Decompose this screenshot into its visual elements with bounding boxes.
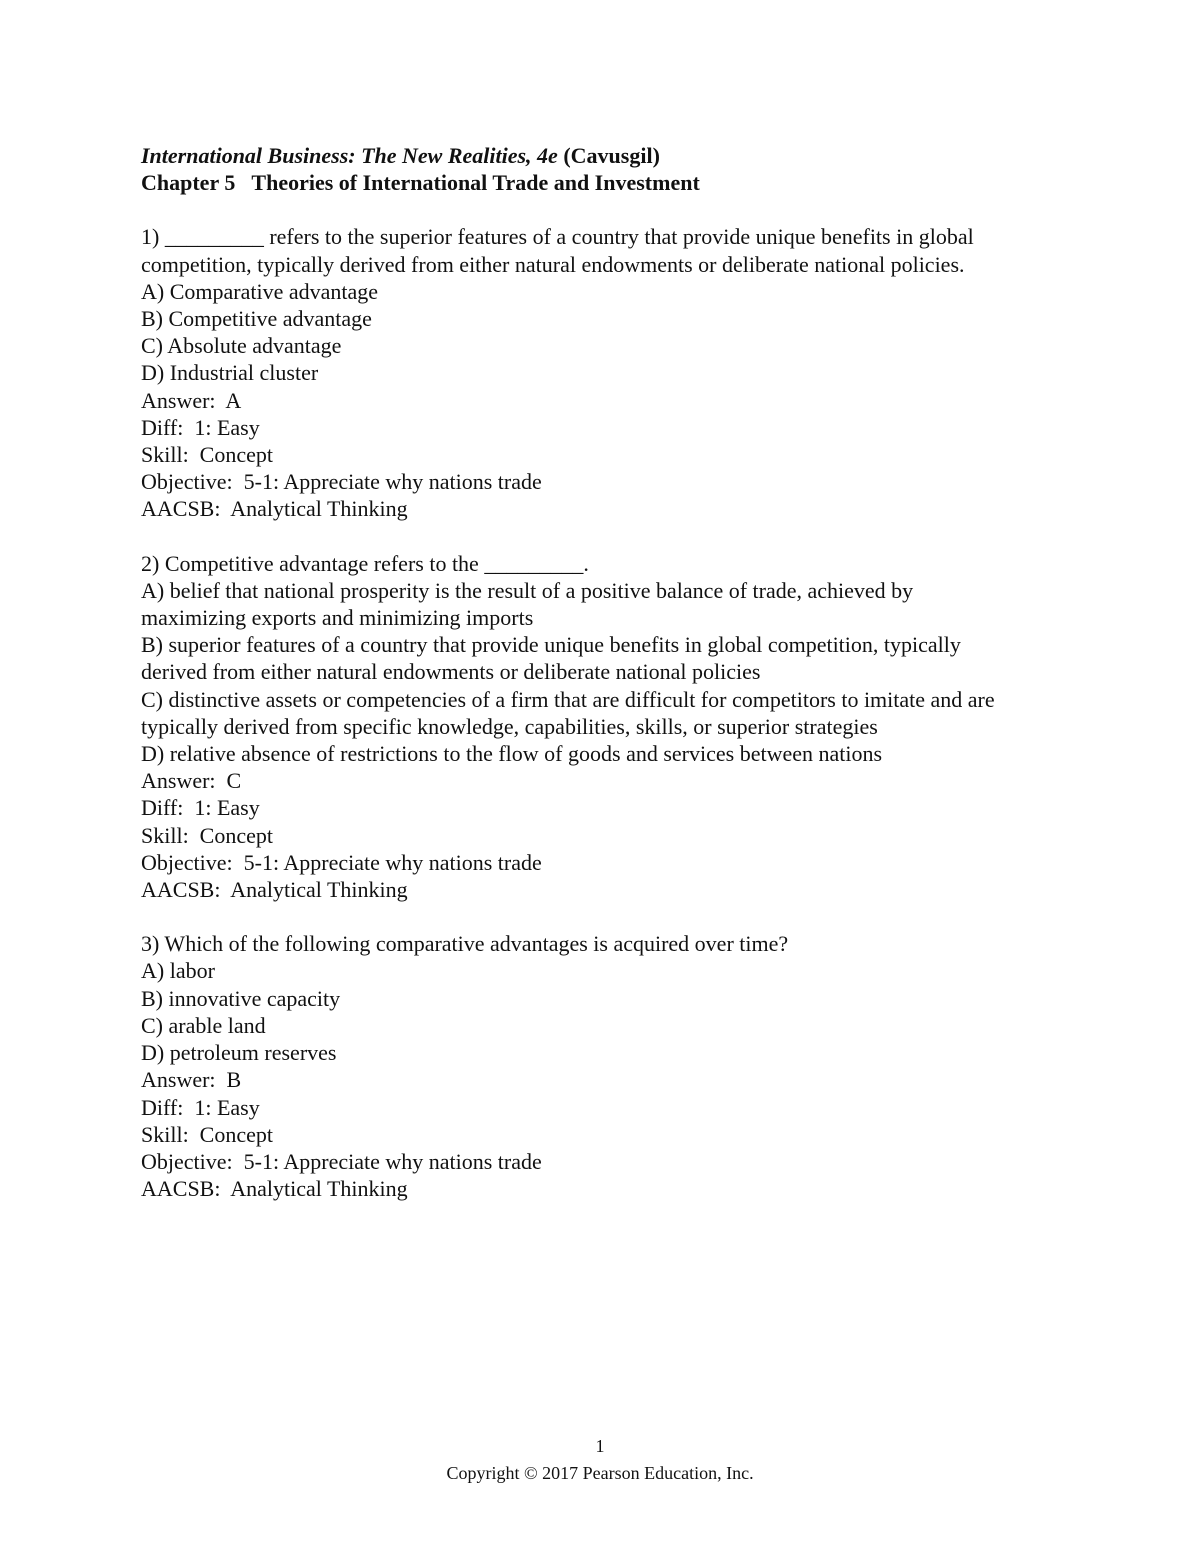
book-title: International Business: The New Realities, 4e <box>141 143 558 168</box>
question-spacer <box>141 523 1101 550</box>
question-1-objective: Objective: 5-1: Appreciate why nations trade <box>141 469 542 495</box>
chapter-title: Chapter 5 Theories of International Trade and Investment <box>141 170 700 196</box>
question-2-option-d: D) relative absence of restrictions to the flow of goods and services between nations <box>141 741 883 767</box>
question-1-option-a: A) Comparative advantage <box>141 278 379 304</box>
question-spacer <box>141 903 1101 930</box>
question-2-difficulty: Diff: 1: Easy <box>141 795 260 821</box>
question-1-answer: Answer: A <box>141 387 242 413</box>
question-2-option-a-line-2: maximizing exports and minimizing imports <box>141 605 534 631</box>
question-3-answer: Answer: B <box>141 1067 242 1093</box>
question-3-difficulty: Diff: 1: Easy <box>141 1094 260 1120</box>
question-2-option-b-line-1: B) superior features of a country that provide unique benefits in global competition, typically <box>141 632 961 658</box>
copyright-notice: Copyright © 2017 Pearson Education, Inc. <box>446 1463 754 1483</box>
question-1-difficulty: Diff: 1: Easy <box>141 414 260 440</box>
question-2-answer: Answer: C <box>141 768 242 794</box>
question-2-option-b-line-2: derived from either natural endowments or deliberate national policies <box>141 659 761 685</box>
question-3-option-c: C) arable land <box>141 1012 266 1038</box>
question-3-aacsb: AACSB: Analytical Thinking <box>141 1176 408 1202</box>
question-1-line-2: competition, typically derived from either natural endowments or deliberate national policies. <box>141 251 965 277</box>
question-block <box>141 930 1101 1202</box>
question-2-line-1: 2) Competitive advantage refers to the _________. <box>141 550 589 576</box>
question-2-skill: Skill: Concept <box>141 822 273 848</box>
question-2-aacsb: AACSB: Analytical Thinking <box>141 877 408 903</box>
question-2-objective: Objective: 5-1: Appreciate why nations trade <box>141 849 542 875</box>
question-1-aacsb: AACSB: Analytical Thinking <box>141 496 408 522</box>
question-2-option-a-line-1: A) belief that national prosperity is the result of a positive balance of trade, achieved by <box>141 577 914 603</box>
question-1-skill: Skill: Concept <box>141 442 273 468</box>
page-number: 1 <box>595 1436 605 1456</box>
question-2-option-c-line-2: typically derived from specific knowledge, capabilities, skills, or superior strategies <box>141 713 878 739</box>
question-1-option-c: C) Absolute advantage <box>141 333 342 359</box>
question-3-line-1: 3) Which of the following comparative advantages is acquired over time? <box>141 931 789 957</box>
question-3-skill: Skill: Concept <box>141 1121 273 1147</box>
question-block <box>141 550 1101 904</box>
question-3-option-d: D) petroleum reserves <box>141 1040 337 1066</box>
question-2-option-c-line-1: C) distinctive assets or competencies of a firm that are difficult for competitors to imitate and are <box>141 686 995 712</box>
question-3-objective: Objective: 5-1: Appreciate why nations trade <box>141 1148 542 1174</box>
section-spacer <box>141 196 1101 223</box>
question-1-option-d: D) Industrial cluster <box>141 360 319 386</box>
question-1-line-1: 1) _________ refers to the superior features of a country that provide unique benefits in global <box>141 224 974 250</box>
question-block <box>141 223 1101 522</box>
question-1-option-b: B) Competitive advantage <box>141 306 372 332</box>
book-author: (Cavusgil) <box>563 143 660 168</box>
page-content <box>141 142 1101 1202</box>
question-3-option-a: A) labor <box>141 958 215 984</box>
book-title-line <box>141 142 1101 169</box>
question-3-option-b: B) innovative capacity <box>141 985 341 1011</box>
